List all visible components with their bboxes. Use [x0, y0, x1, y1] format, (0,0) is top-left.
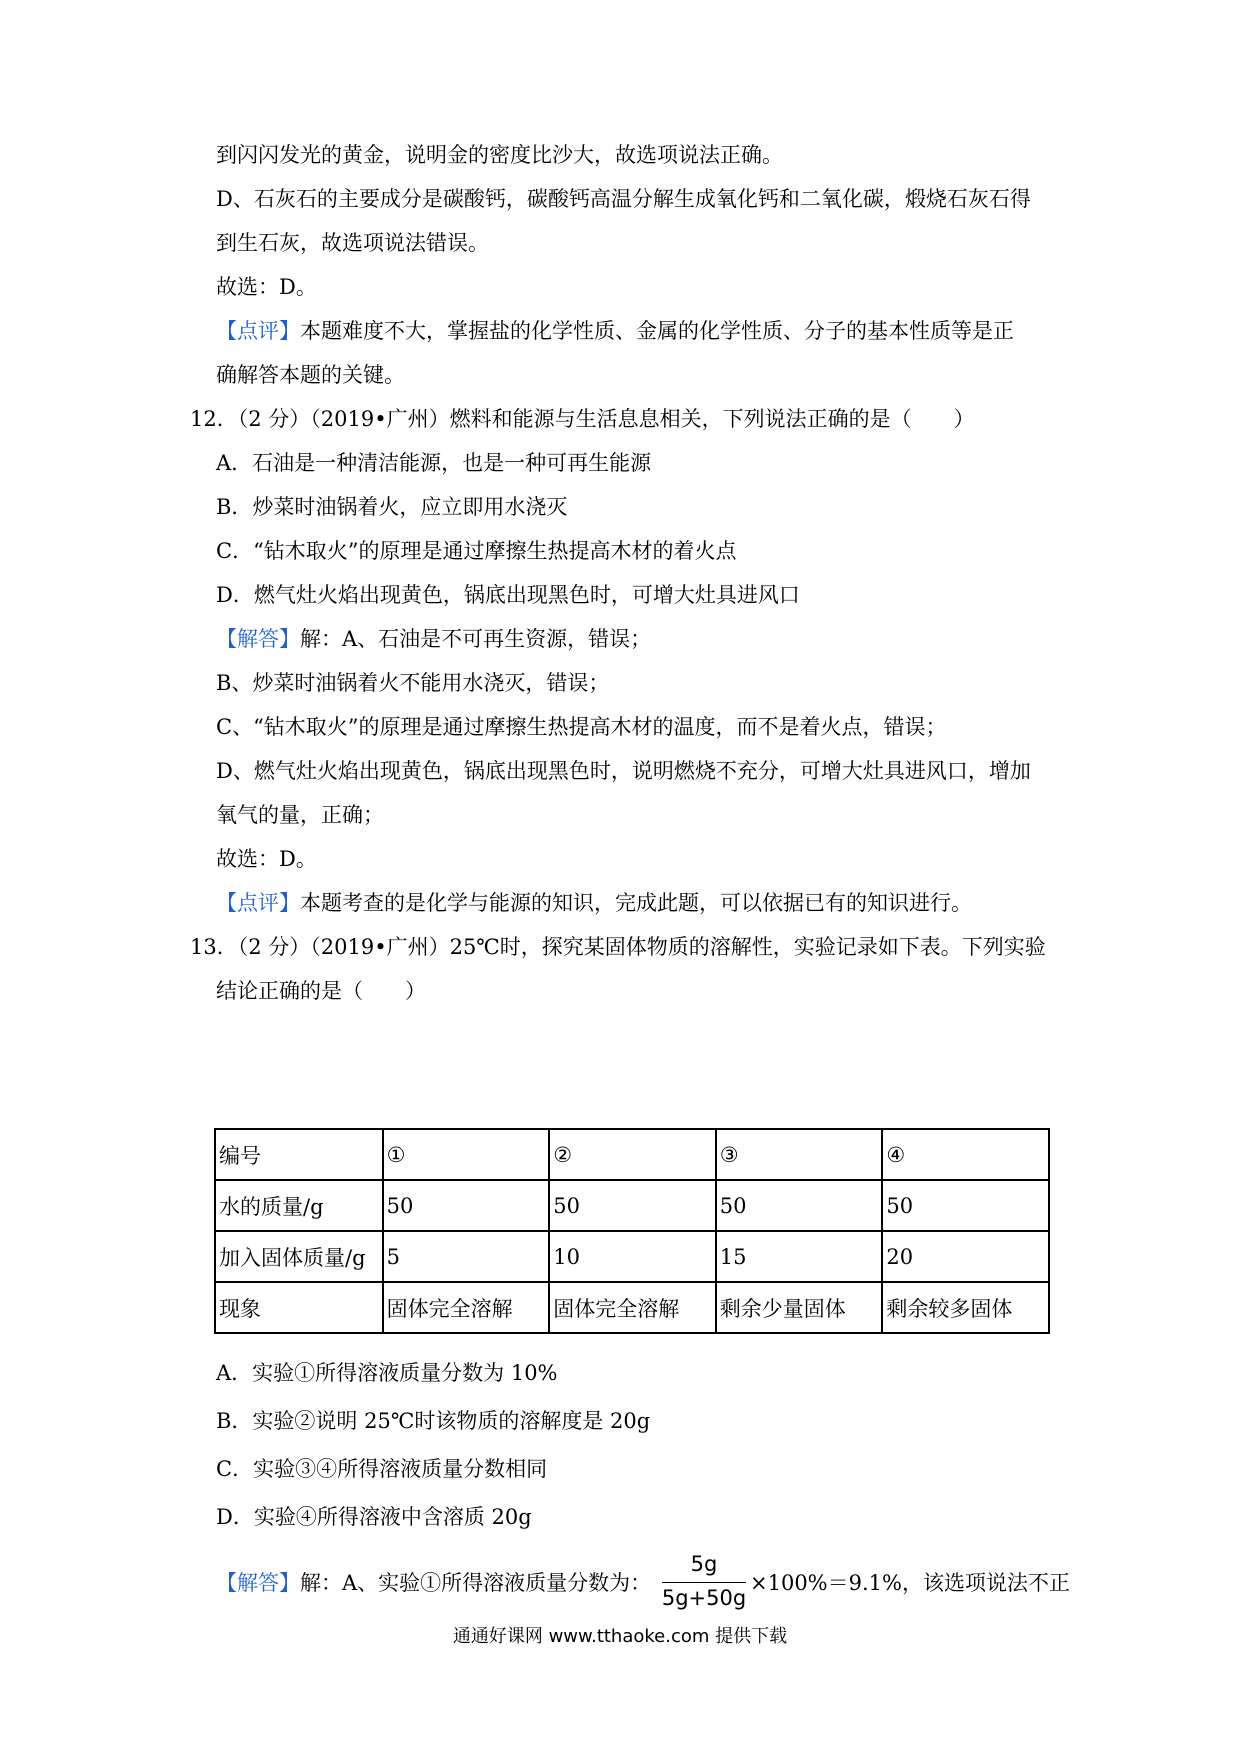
- page-footer: 通通好课网 www.tthaoke.com 提供下载: [452, 1626, 788, 1647]
- q12-answer-line: B、炒菜时油锅着火不能用水浇灭，错误；: [216, 671, 610, 695]
- q12-answer-line: C、“钻木取火”的原理是通过摩擦生热提高木材的温度，而不是着火点，错误；: [216, 715, 947, 739]
- comment-line: [216, 316, 1014, 346]
- comment-tag: 【点评】: [216, 891, 300, 915]
- table-cell: 50: [882, 1180, 1049, 1231]
- q13-answer-line: [216, 1568, 651, 1598]
- q12-option-d: D．燃气灶火焰出现黄色，锅底出现黑色时，可增大灶具进风口: [216, 583, 800, 607]
- table-cell: 编号: [215, 1129, 383, 1180]
- q13-option-c: C．实验③④所得溶液质量分数相同: [216, 1457, 548, 1481]
- comment-tag: 【点评】: [216, 319, 300, 343]
- text-line: D、石灰石的主要成分是碳酸钙，碳酸钙高温分解生成氧化钙和二氧化碳，煅烧石灰石得: [216, 187, 1031, 211]
- question-12-stem: 12．（2 分）（2019•广州）燃料和能源与生活息息相关，下列说法正确的是（ ）: [190, 407, 975, 431]
- q12-answer-line: 氧气的量，正确；: [216, 803, 384, 827]
- experiment-table: [214, 1128, 1050, 1334]
- table-cell: 50: [383, 1180, 550, 1231]
- table-cell: ②: [549, 1129, 716, 1180]
- answer-text: 解：A、石油是不可再生资源，错误；: [300, 627, 652, 651]
- text-line: 确解答本题的关键。: [216, 363, 405, 387]
- table-cell: 15: [716, 1231, 883, 1282]
- table-row: [215, 1129, 1049, 1180]
- table-cell: ④: [882, 1129, 1049, 1180]
- table-cell: 剩余较多固体: [882, 1282, 1049, 1333]
- table-cell: 剩余少量固体: [716, 1282, 883, 1333]
- text-line: 故选：D。: [216, 275, 317, 299]
- table-cell: 50: [716, 1180, 883, 1231]
- comment-text: 本题考查的是化学与能源的知识，完成此题，可以依据已有的知识进行。: [300, 891, 972, 915]
- q13-option-b: B．实验②说明 25℃时该物质的溶解度是 20g: [216, 1409, 651, 1433]
- text-line: 到闪闪发光的黄金，说明金的密度比沙大，故选项说法正确。: [216, 143, 783, 167]
- table-cell: 50: [549, 1180, 716, 1231]
- table-cell: 5: [383, 1231, 550, 1282]
- table-cell: 加入固体质量/g: [215, 1231, 383, 1282]
- q12-option-a: A．石油是一种清洁能源，也是一种可再生能源: [216, 451, 652, 475]
- fraction-bar: [662, 1582, 746, 1583]
- table-cell: 现象: [215, 1282, 383, 1333]
- text-line: 到生石灰，故选项说法错误。: [216, 231, 489, 255]
- fraction: [660, 1550, 748, 1614]
- answer-tag: 【解答】: [216, 627, 300, 651]
- q12-answer-line: D、燃气灶火焰出现黄色，锅底出现黑色时，说明燃烧不充分，可增大灶具进风口，增加: [216, 759, 1031, 783]
- table-row: [215, 1180, 1049, 1231]
- q12-answer-line: 故选：D。: [216, 847, 317, 871]
- q12-answer-line: [216, 624, 651, 654]
- q12-option-c: C．“钻木取火”的原理是通过摩擦生热提高木材的着火点: [216, 539, 737, 563]
- answer-tag: 【解答】: [216, 1571, 300, 1595]
- table-cell: 固体完全溶解: [383, 1282, 550, 1333]
- q13-option-a: A．实验①所得溶液质量分数为 10%: [216, 1361, 558, 1385]
- q12-option-b: B．炒菜时油锅着火，应立即用水浇灭: [216, 495, 568, 519]
- fraction-denominator: 5g+50g: [661, 1586, 747, 1610]
- answer-text-cont: ×100%＝9.1%，该选项说法不正: [750, 1571, 1070, 1595]
- table-row: [215, 1282, 1049, 1333]
- table-cell: 水的质量/g: [215, 1180, 383, 1231]
- answer-text: 解：A、实验①所得溶液质量分数为：: [300, 1571, 652, 1595]
- q13-option-d: D．实验④所得溶液中含溶质 20g: [216, 1505, 532, 1529]
- table-cell: 20: [882, 1231, 1049, 1282]
- question-13-stem: 13．（2 分）（2019•广州）25℃时，探究某固体物质的溶解性，实验记录如下表。下列实验: [190, 935, 1046, 959]
- fraction-numerator: 5g: [690, 1552, 718, 1576]
- comment-text: 本题难度不大，掌握盐的化学性质、金属的化学性质、分子的基本性质等是正: [300, 319, 1014, 343]
- q12-comment-line: [216, 888, 972, 918]
- table-cell: ①: [383, 1129, 550, 1180]
- table-row: [215, 1231, 1049, 1282]
- question-13-stem-cont: 结论正确的是（ ）: [216, 979, 426, 1003]
- table-cell: 10: [549, 1231, 716, 1282]
- table-cell: 固体完全溶解: [549, 1282, 716, 1333]
- table-cell: ③: [716, 1129, 883, 1180]
